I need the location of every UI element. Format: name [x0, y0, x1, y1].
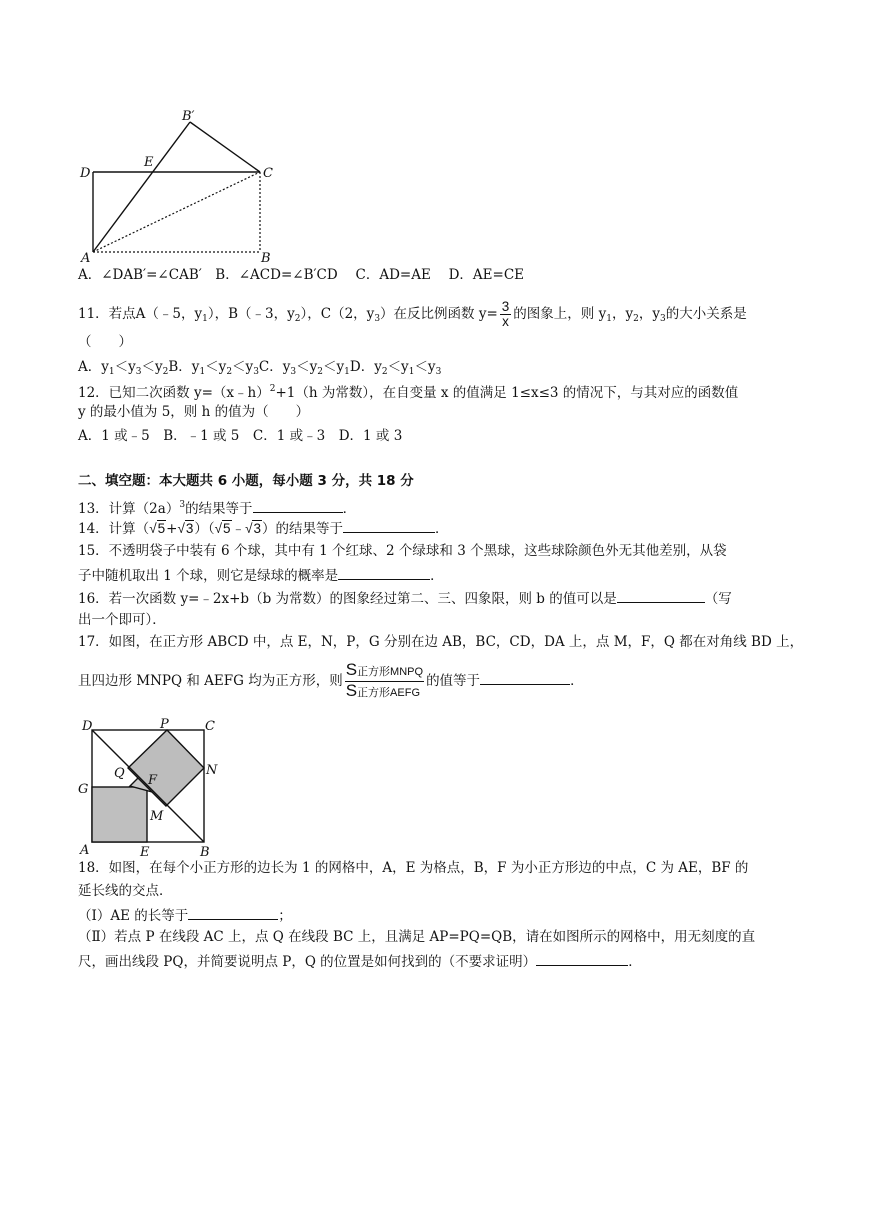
- sqrt-3: √3: [245, 521, 261, 536]
- q11-text: ，y: [638, 306, 660, 322]
- subscript: 1: [344, 367, 350, 377]
- fraction-numerator: 3: [501, 299, 510, 314]
- label-a: A: [80, 843, 90, 858]
- q15-text: 子中随机取出 1 个球，则它是绿球的概率是: [78, 568, 339, 584]
- label-d: D: [82, 719, 93, 734]
- q11-text: ，y: [611, 306, 634, 322]
- answer-blank[interactable]: [253, 498, 343, 513]
- label-e: E: [140, 845, 150, 860]
- subscript: 2: [162, 367, 169, 377]
- q14: [78, 518, 449, 538]
- q13-end: ．: [342, 501, 357, 517]
- sqrt-3: √3: [177, 521, 194, 536]
- q11-options: [78, 358, 441, 381]
- label-f: F: [148, 773, 158, 788]
- q16-line2: 出一个即可）．: [78, 612, 166, 628]
- option-text: ＜y: [141, 359, 163, 375]
- label-d: D: [80, 166, 91, 181]
- subscript: 1: [606, 314, 612, 324]
- plus-sign: +: [166, 521, 178, 537]
- fold-figure: [70, 100, 290, 265]
- q15-line2: [78, 565, 444, 585]
- label-g: G: [78, 782, 89, 797]
- subscript: 1: [202, 314, 208, 324]
- option-text: ＜y: [114, 359, 136, 375]
- subscript: 1: [199, 367, 206, 377]
- q11-text: ），C（2，y: [300, 306, 375, 322]
- label-b: B: [200, 845, 210, 860]
- q13: [78, 496, 356, 518]
- q17-end: ．: [570, 673, 584, 689]
- fraction-denominator: x: [502, 314, 509, 329]
- q12-line2: y 的最小值为 5，则 h 的值为（ ）: [78, 404, 310, 420]
- q13-text: 13．计算（2a）: [78, 501, 180, 517]
- answer-blank[interactable]: [188, 905, 278, 920]
- q11-text: ）在反比例函数 y=: [380, 306, 498, 322]
- subscript: 1: [108, 367, 115, 377]
- q18-end: ．: [628, 954, 642, 970]
- segment-ac-dotted: [93, 172, 260, 252]
- q11-text: 的大小关系是: [665, 306, 747, 322]
- label-m: M: [150, 809, 164, 824]
- sqrt-5: √5: [149, 521, 166, 536]
- label-a: A: [81, 251, 91, 265]
- option-text: ＜y: [323, 359, 345, 375]
- minus-sign: ﹣: [231, 521, 246, 537]
- q14-text: ）的结果等于: [262, 521, 343, 537]
- q14-end: ．: [435, 521, 449, 537]
- option-text: A．y: [78, 359, 109, 375]
- q16-line1: [78, 588, 732, 608]
- option-text: ＜y: [232, 359, 254, 375]
- label-c: C: [263, 166, 273, 181]
- subscript: 2: [294, 314, 301, 324]
- q10-options: A．∠DAB′=∠CAB′ B．∠ACD=∠B′CD C．AD=AE D．AE=CE: [78, 267, 525, 283]
- fraction-denominator: [345, 682, 424, 702]
- label-n: N: [206, 763, 218, 778]
- subscript: 3: [290, 367, 297, 377]
- radicand: 3: [253, 521, 261, 536]
- q11-stem: [78, 300, 747, 329]
- segment-ab-prime: [93, 122, 190, 252]
- q16-text: 16．若一次函数 y=﹣2x+b（b 为常数）的图象经过第二、三、四象限，则 b 的值可以是: [78, 591, 617, 607]
- subscript: 2: [633, 314, 639, 324]
- subscript: 2: [381, 367, 388, 377]
- q18-text: ；: [278, 908, 292, 924]
- subscript: 3: [659, 314, 666, 324]
- radicand: 3: [185, 521, 194, 536]
- q18-line2: 延长线的交点．: [78, 883, 173, 899]
- answer-blank[interactable]: [338, 565, 430, 580]
- q11-text: 11．若点A（﹣5，y: [78, 306, 203, 322]
- q15-end: ．: [430, 568, 444, 584]
- area-symbol: S: [345, 681, 358, 700]
- q13-text: 的结果等于: [185, 501, 253, 517]
- subscript: 3: [135, 367, 142, 377]
- option-text: ＜y: [296, 359, 318, 375]
- q17-text: 的值等于: [426, 673, 481, 689]
- q11-text: ），B（﹣3，y: [207, 306, 295, 322]
- q18-part2-line1: （Ⅱ）若点 P 在线段 AC 上，点 Q 在线段 BC 上，且满足 AP=PQ=QB，请在如图所示的网格中，用无刻度的直: [78, 929, 756, 945]
- q11-paren: （ ）: [78, 334, 132, 350]
- q18-part2-line2: [78, 951, 642, 971]
- label-c: C: [205, 719, 215, 734]
- superscript: 2: [269, 384, 276, 394]
- q17-line2: [78, 661, 584, 702]
- option-text: ＜y: [414, 359, 436, 375]
- sqrt-5: √5: [214, 521, 231, 536]
- q12-line1: [78, 380, 738, 402]
- q12-text: +1（h 为常数），在自变量 x 的值满足 1≤x≤3 的情况下，与其对应的函数值: [275, 385, 739, 401]
- square-figure: [72, 716, 232, 860]
- option-text: ＜y: [387, 359, 409, 375]
- label-b-prime: B′: [182, 109, 195, 124]
- q14-text: ）（: [194, 521, 215, 537]
- option-text: D．y: [349, 359, 382, 375]
- q17-line1: 17．如图，在正方形 ABCD 中，点 E，N，P，G 分别在边 AB，BC，CD，DA 上，点 M，F，Q 都在对角线 BD 上，: [78, 634, 804, 650]
- subscript: 1: [408, 367, 415, 377]
- subscript: 2: [226, 367, 233, 377]
- q11-text: 的图象上，则 y: [513, 306, 607, 322]
- q17-text: 且四边形 MNPQ 和 AEFG 均为正方形，则: [78, 673, 343, 689]
- radicand: 5: [223, 521, 231, 536]
- area-ratio-fraction: [345, 661, 424, 702]
- q18-text: 尺，画出线段 PQ，并简要说明点 P，Q 的位置是如何找到的（不要求证明）: [78, 954, 537, 970]
- answer-blank[interactable]: [617, 588, 705, 603]
- answer-blank[interactable]: [343, 518, 435, 533]
- q14-text: 14．计算（: [78, 521, 150, 537]
- subscript: 3: [253, 367, 259, 377]
- q15-line1: 15．不透明袋子中装有 6 个球，其中有 1 个红球、2 个绿球和 3 个黑球，这些球除颜色外无其他差别，从袋: [78, 543, 727, 559]
- subscript: 2: [317, 367, 323, 377]
- segment-b-prime-c: [190, 122, 260, 172]
- square-aefg: [92, 787, 147, 842]
- label-p: P: [160, 717, 169, 732]
- superscript: 3: [179, 500, 186, 510]
- answer-blank[interactable]: [536, 951, 628, 966]
- q12-options: A．1 或﹣5 B．﹣1 或 5 C．1 或﹣3 D．1 或 3: [78, 428, 403, 444]
- label-b: B: [261, 251, 271, 265]
- subscript: 3: [435, 367, 442, 377]
- label-q: Q: [114, 766, 125, 781]
- q18-text: （Ⅰ）AE 的长等于: [78, 908, 189, 924]
- q16-text: （写: [704, 591, 732, 607]
- radicand: 5: [157, 521, 166, 536]
- option-text: ＜y: [205, 359, 227, 375]
- fraction-numerator: [345, 661, 424, 682]
- subscript: 3: [374, 314, 381, 324]
- fraction-3-over-x: [500, 300, 512, 329]
- option-text: B．y: [168, 359, 200, 375]
- section-heading: 二、填空题：本大题共 6 小题，每小题 3 分，共 18 分: [78, 473, 414, 489]
- q18-line1: 18．如图，在每个小正方形的边长为 1 的网格中，A，E 为格点，B，F 为小正方形边的中点，C 为 AE，BF 的: [78, 860, 749, 876]
- square-label: 正方形AEFG: [357, 687, 421, 699]
- answer-blank[interactable]: [480, 670, 570, 685]
- area-symbol: S: [345, 660, 358, 679]
- q12-text: 12．已知二次函数 y=（x﹣h）: [78, 385, 270, 401]
- label-e: E: [144, 155, 154, 170]
- option-text: C．y: [258, 359, 291, 375]
- square-label: 正方形MNPQ: [357, 666, 424, 678]
- q18-part1: [78, 905, 292, 925]
